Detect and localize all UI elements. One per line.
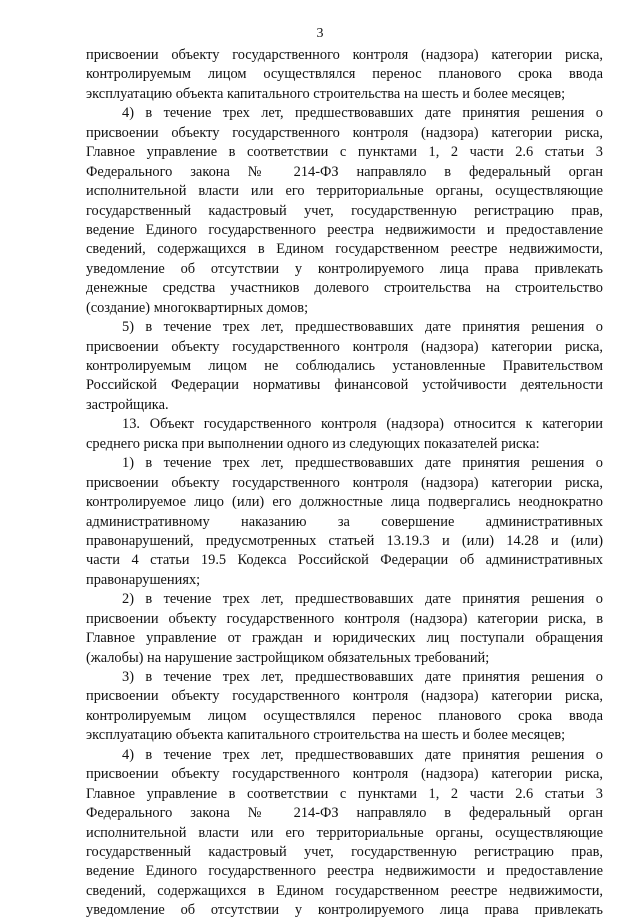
text-line: 3) в течение трех лет, предшествовавших дате принятия решения о xyxy=(122,669,603,685)
text-line: контролируемым лицом осуществлялся перенос планового срока ввода xyxy=(86,66,603,83)
text-line: 4) в течение трех лет, предшествовавших дате принятия решения о xyxy=(122,105,603,122)
text-line: присвоении объекту государственного контроля (надзора) категории риска, xyxy=(86,47,603,63)
text-line: присвоении объекту государственного контроля (надзора) категории риска, xyxy=(86,766,603,783)
text-line: правонарушений, предусмотренных статьей 13.19.3 и (или) 14.28 и (или) xyxy=(86,532,603,549)
text-line: исполнительной власти или его территориальные органы, осуществляющие xyxy=(86,824,603,841)
text-line: 5) в течение трех лет, предшествовавших дате принятия решения о xyxy=(122,319,603,336)
text-line: Федерального закона № 214-ФЗ направляло в федеральный орган xyxy=(86,163,603,180)
text-line: (жалобы) на нарушение застройщиком обязательных требований; xyxy=(86,649,490,666)
text-line: Главное управление от граждан и юридических лиц поступали обращения xyxy=(86,630,603,647)
text-line: контролируемым лицом осуществлялся перенос планового срока ввода xyxy=(86,707,603,724)
text-line: денежные средства участников долевого строительства на строительство xyxy=(86,280,603,297)
text-line: 1) в течение трех лет, предшествовавших дате принятия решения о xyxy=(122,455,603,472)
text-line: правонарушениях; xyxy=(86,571,201,588)
text-line: 13. Объект государственного контроля (надзора) относится к категории xyxy=(122,416,603,433)
text-line: контролируемое лицо (или) его должностные лица подвергались неоднократно xyxy=(86,494,603,511)
text-line: Главное управление в соответствии с пунктами 1, 2 части 2.6 статьи 3 xyxy=(86,785,603,802)
text-line: части 4 статьи 19.5 Кодекса Российской Федерации об административных xyxy=(86,552,603,569)
text-line: административному наказанию за совершение административных xyxy=(86,513,603,530)
text-line: присвоении объекту государственного контроля (надзора) категории риска, xyxy=(86,474,603,491)
text-line: застройщика. xyxy=(86,396,169,413)
text-line: среднего риска при выполнении одного из следующих показателей риска: xyxy=(86,435,540,452)
text-line: государственный кадастровый учет, государственную регистрацию прав, xyxy=(86,843,603,860)
text-line: (создание) многоквартирных домов; xyxy=(86,299,309,316)
text-line: 2) в течение трех лет, предшествовавших дате принятия решения о xyxy=(122,591,603,608)
document-body xyxy=(86,46,603,921)
text-line: сведений, содержащихся в Едином государственном реестре недвижимости, xyxy=(86,241,603,258)
page-number: 3 xyxy=(316,26,324,41)
text-line: Российской Федерации нормативы финансовой устойчивости деятельности xyxy=(86,377,603,394)
text-line: Федерального закона № 214-ФЗ направляло в федеральный орган xyxy=(86,805,603,822)
text-line: эксплуатацию объекта капитального строительства на шесть и более месяцев; xyxy=(86,85,566,102)
text-line: присвоении объекту государственного контроля (надзора) категории риска, xyxy=(86,124,603,141)
text-line: присвоении объекту государственного контроля (надзора) категории риска, xyxy=(86,688,603,705)
text-line: исполнительной власти или его территориальные органы, осуществляющие xyxy=(86,183,603,200)
text-line: сведений, содержащихся в Едином государственном реестре недвижимости, xyxy=(86,882,603,899)
text-line: присвоении объекту государственного контроля (надзора) категории риска, в xyxy=(86,610,603,627)
text-line: государственный кадастровый учет, государственную регистрацию прав, xyxy=(86,202,603,219)
text-line: уведомление об отсутствии у контролируемого лица права привлекать xyxy=(86,902,603,919)
text-line: Главное управление в соответствии с пунктами 1, 2 части 2.6 статьи 3 xyxy=(86,144,603,161)
text-line: присвоении объекту государственного контроля (надзора) категории риска, xyxy=(86,338,603,355)
text-line: ведение Единого государственного реестра недвижимости и предоставление xyxy=(86,863,603,880)
text-line: контролируемым лицом не соблюдались установленные Правительством xyxy=(86,358,603,374)
text-line: уведомление об отсутствии у контролируемого лица права привлекать xyxy=(86,260,603,277)
text-line: эксплуатацию объекта капитального строительства на шесть и более месяцев; xyxy=(86,727,566,744)
text-line: ведение Единого государственного реестра недвижимости и предоставление xyxy=(86,221,603,238)
text-line: 4) в течение трех лет, предшествовавших дате принятия решения о xyxy=(122,746,603,763)
